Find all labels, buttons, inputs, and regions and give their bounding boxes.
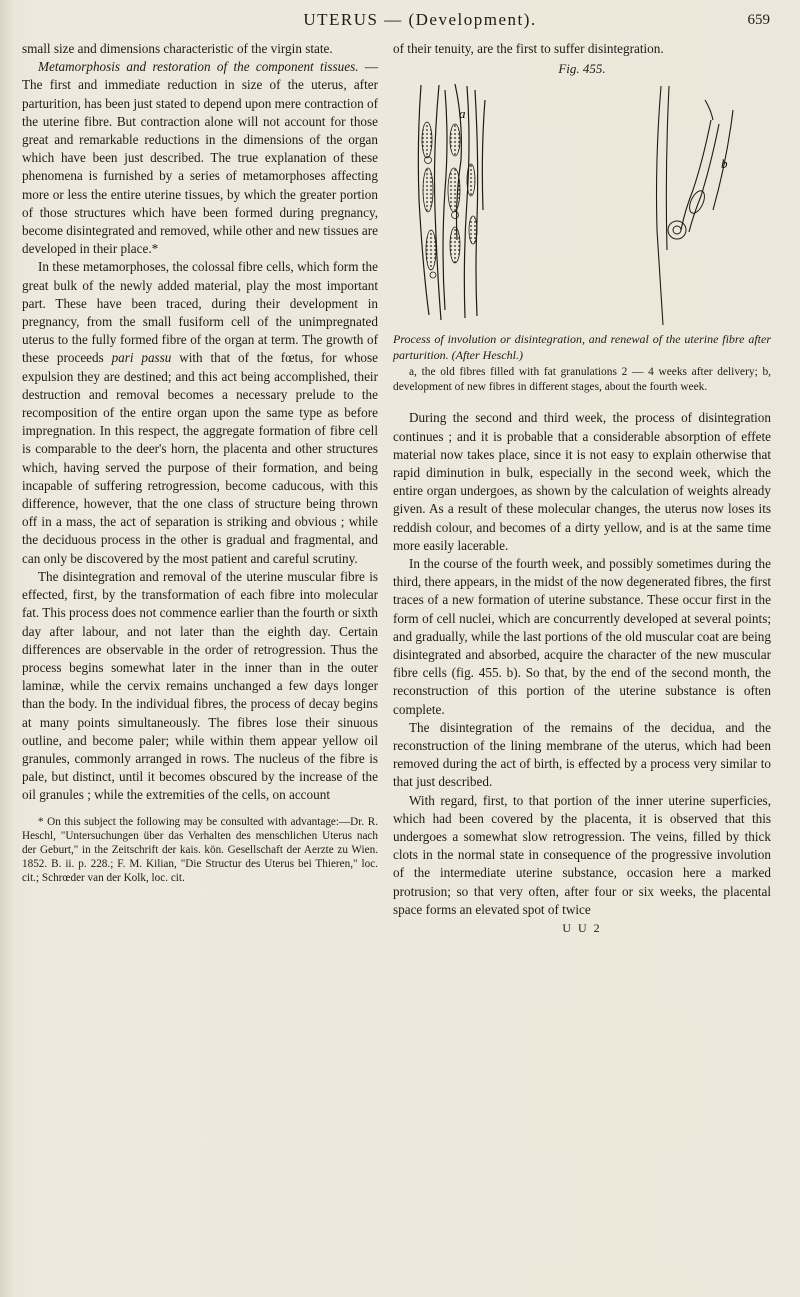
figure-caption-body: a, the old fibres filled with fat granulations 2 — 4 weeks after delivery; b, development of new fibres in different stages, about the fourth week. <box>393 366 771 394</box>
figure-letter-b: b <box>721 156 728 172</box>
footnote <box>22 815 378 886</box>
signature-mark: U U 2 <box>562 921 602 936</box>
figure-label: Fig. 455. <box>558 61 606 77</box>
figure-caption-title: Process of involution or disintegration, and renewal of the uterine fibre after parturition. (After Heschl.) <box>393 332 771 362</box>
paragraph-left-1 <box>22 58 378 258</box>
paragraph-left-1-text: — The first and immediate reduction in size of the uterus, after parturition, has been just stated to depend upon mere contraction of the uterine fibre. But contraction alone will not account for those great and remarkable reductions in the dimensions of the organ which have been just described. The true explanation of these phenomena is furnished by a series of metamorphoses affecting more or less the entire uterine tissues, by which the greater portion of those structures which have been formed during pregnancy, become disintegrated and removed, while other and new tissues are developed in their place.* <box>22 59 378 257</box>
paragraph-left-0: small size and dimensions characteristic of the virgin state. <box>22 41 333 56</box>
paragraph-left-2-italic: pari passu <box>111 350 172 366</box>
paragraph-right-1: During the second and third week, the process of disintegration continues ; and it is probable that a considerable absorption of effete material now takes place, since it is not easy to explain otherwise that rapid diminution in bulk, especially in the second week, which the entire organ undergoes, as shown by the calculation of weights already given. As a result of these molecular changes, the uterus now loses its reddish colour, and becomes of a dirty yellow, and is at the same time more easily lacerable. <box>393 410 771 553</box>
page-number: 659 <box>747 12 770 28</box>
nuclei-b <box>668 189 708 239</box>
paragraph-right-0: of their tenuity, are the first to suffer disintegration. <box>393 41 664 56</box>
running-title: UTERUS — (Development). <box>303 10 537 29</box>
figure-illustration <box>393 80 771 328</box>
footnote-text: * On this subject the following may be consulted with advantage:—Dr. R. Heschl, "Untersuchungen über das Verhalten des menschlichen Uterus nach der Geburt," in the Zeitschrift der kais. kön. Gesellschaft der Aerzte zu Wien. 1852. B. ii. p. 228.; F. M. Kilian, "Die Structur des Uterus bei Thieren," loc. cit.; Schrœder van der Kolk, loc. cit. <box>22 815 378 885</box>
paragraph-left-3: The disintegration and removal of the uterine muscular fibre is effected, first, by the transformation of each fibre into molecular fat. This process does not commence earlier than the fourth or sixth day after labour, and not later than the eighth day. Certain differences are observable in the order of retrogression. Thus the process begins somewhat later in the inner than in the outer laminæ, while the cervix remains unchanged a few days longer than the body. In the individual fibres, the process of decay begins at many points simultaneously. The fibres lose their sinuous outline, and become paler; while within them appear yellow oil granules, commonly arranged in rows. The nucleus of the fibre is pale, but distinct, until it becomes obscured by the increase of the oil granules ; while the extremities of the cells, on account <box>22 568 378 803</box>
figure-letter-a: a <box>459 106 466 122</box>
paragraph-right-2: In the course of the fourth week, and possibly sometimes during the third, there appears, in the midst of the now degenerated fibres, the first traces of a new formation of uterine substance. These occur first in the form of cell nuclei, which are concurrently developed at several points; and gradually, while the last portions of the old muscular coat are being disintegrated and absorbed, acquire the character of the new muscular fibre cells (fig. 455. b). So that, by the end of the second month, the reconstruction of this portion of the uterine substance is often complete. <box>393 556 771 717</box>
fibres-b <box>657 86 734 325</box>
paragraph-left-2b: with that of the fœtus, for whose expulsion they are destined; and this act being accomplished, their destruction and removal becomes a necessary prelude to the recomposition of the entire organ upon the same type as before impregnation. In this respect, the aggregate formation of fibre cell is comparable to the deer's horn, the placenta and other structures which, having served the purpose of their formation, and being incapable of suffering retrogression, become caducous, with this difference, however, that the one class of structure being thrown off in a mass, the act of separation is striking and obvious ; while the deciduous process in the other is gradual and fragmental, and can only be discovered by the most patient and careful scrutiny. <box>22 350 378 566</box>
paragraph-right-3: The disintegration of the remains of the decidua, and the reconstruction of the lining membrane of the uterus, which had been removed during the act of birth, is effected by a process very similar to that just described. <box>393 719 771 790</box>
running-header <box>0 8 800 34</box>
section-title: Metamorphosis and restoration of the component tissues. <box>38 59 359 75</box>
paragraph-right-4: With regard, first, to that portion of the inner uterine superficies, which had been covered by the placenta, it is observed that this undergoes a somewhat slow retrogression. The veins, filled by thick clots in the normal state in consequence of the progressive involution of the intermediate uterine substance, occasion here a marked protrusion; so that very often, after four or six weeks, the placental space forms an elevated spot of twice <box>393 792 771 917</box>
paragraph-left-2a: In these metamorphoses, the colossal fibre cells, which form the great bulk of the newly added material, play the most important part. These have been traced, during their development in pregnancy, from the small fusiform cell of the unimpregnated uterus to the fully formed fibre of the organ at term. The growth of these proceeds <box>22 259 378 366</box>
figure-455 <box>393 80 771 328</box>
right-column <box>393 40 771 937</box>
left-column <box>22 40 378 886</box>
paragraph-left-2 <box>22 258 378 567</box>
